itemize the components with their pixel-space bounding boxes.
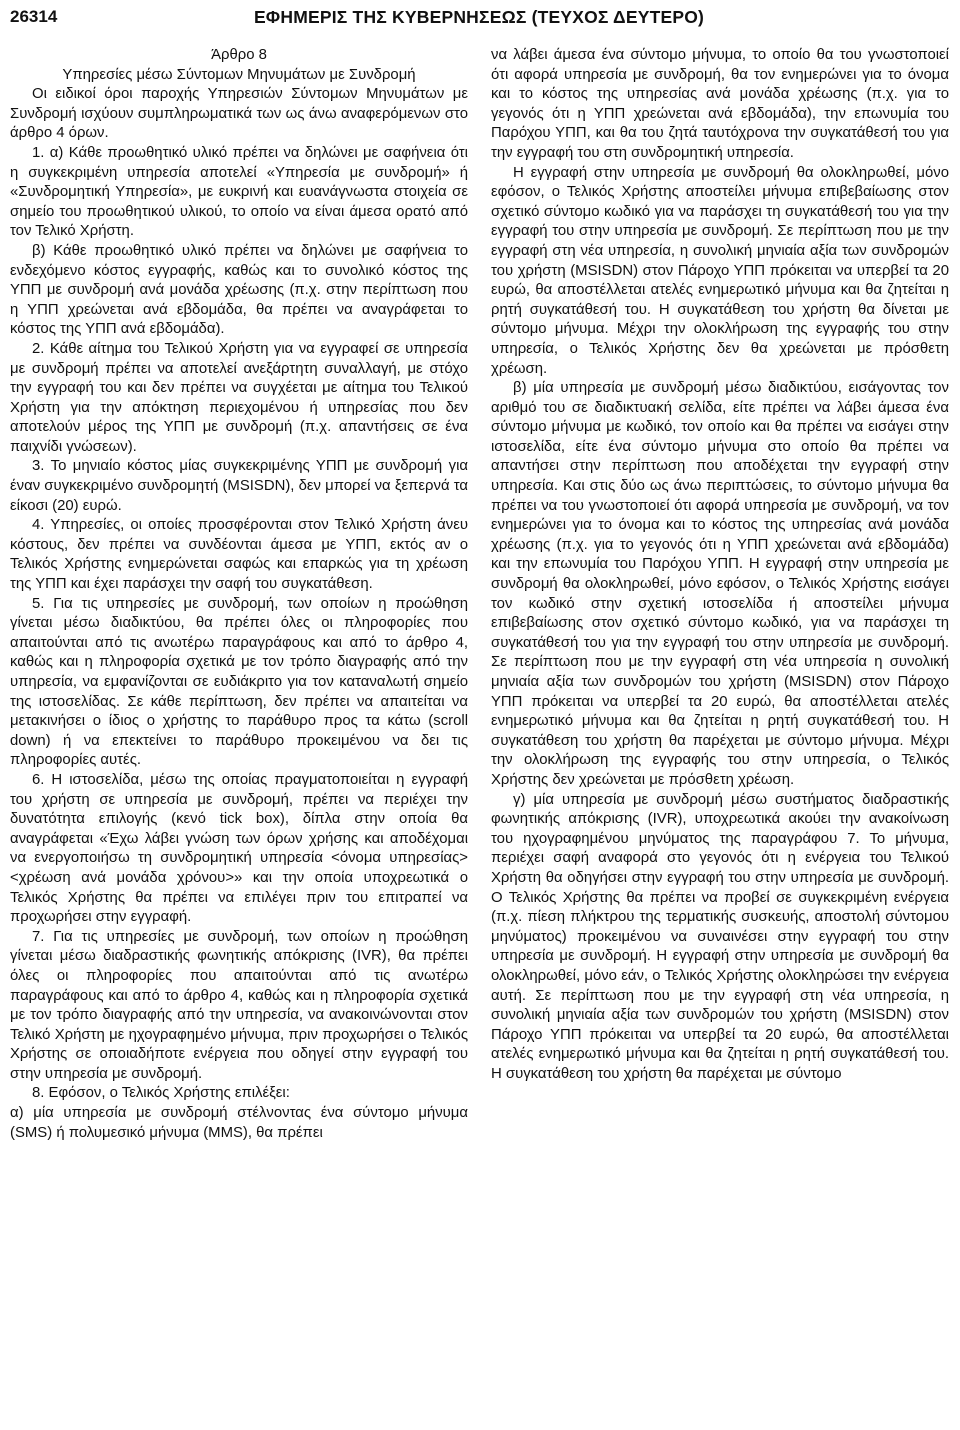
paragraph: β) μία υπηρεσία με συνδρομή μέσω διαδικτύου, εισάγοντας τον αριθμό του σε διαδικτυακή σελίδα, είτε πρέπει να λάβει άμεσα ένα σύντομο μήνυμα με κωδικό, τον οποίο και θα πρέπει να εισάγει στην ιστοσελίδα, είτε ένα σύντομο μήνυμα στο οποίο θα πρέπει να απαντήσει στην περίπτωση που αποδέχεται την εγγραφή στην υπηρεσία. Και στις δύο ως άνω περιπτώσεις, το σύντομο μήνυμα θα πρέπει να του γνωστοποιεί ότι αφορά υπηρεσία με συνδρομή, να τον ενημερώνει για το όνομα και το κόστος της υπηρεσίας ανά μονάδα χρέωσης (π.χ. για το γεγονός ότι η ΥΠΠ χρεώνεται ανά εβδομάδα) και την επωνυμία του Παρόχου ΥΠΠ. Η εγγραφή στην υπηρεσία με συνδρομή θα ολοκληρωθεί, μόνο εφόσον, ο Τελικός Χρήστης εισάγει τον κωδικό στην σχετική ιστοσελίδα ή αποστείλει μήνυμα επιβεβαίωσης στον σχετικό σύντομο κωδικό, για να παράσχει τη συγκατάθεσή του για την εγγραφή του στην υπηρεσία με συνδρομή. Σε περίπτωση που με την εγγραφή στη νέα υπηρεσία η συνολική μηνιαία αξία των συνδρομών του χρήστη (MSISDN) στον Πάροχο ΥΠΠ πρόκειται να υπερβεί τα 20 ευρώ, θα αποστέλλεται ατελές ενημερωτικό μήνυμα και θα ζητείται η ρητή συγκατάθεσή του. Η συγκατάθεση του χρήστη θα παρέχεται με σύντομο μήνυμα. Μέχρι την ολοκλήρωση της εγγραφής του στην υπηρεσία, ο Τελικός Χρήστης δεν χρεώνεται με πρόσθετη χρέωση. (491, 380, 949, 788)
right-column (491, 46, 949, 1084)
page-header (10, 2, 948, 32)
paragraph: β) Κάθε προωθητικό υλικό πρέπει να δηλώνει με σαφήνεια το ενδεχόμενο κόστος εγγραφής, καθώς και το συνολικό κόστος της ΥΠΠ με συνδρομή ανά μονάδα χρέωσης (π.χ. στην περίπτωση που η ΥΠΠ χρεώνεται ανά εβδομάδα, θα πρέπει να αναγράφεται το κόστος της ΥΠΠ ανά εβδομάδα). (10, 242, 468, 338)
article-number: Άρθρο 8 (211, 47, 267, 63)
paragraph: Η εγγραφή στην υπηρεσία με συνδρομή θα ολοκληρωθεί, μόνο εφόσον, ο Τελικός Χρήστης αποστείλει μήνυμα επιβεβαίωσης στον σχετικό σύντομο κωδικό για να παράσχει τη συγκατάθεσή του για την εγγραφή του στην υπηρεσία με συνδρομή. Σε περίπτωση που με την εγγραφή στη νέα υπηρεσία, η συνολική μηνιαία αξία των συνδρομών του χρήστη (MSISDN) στον Πάροχο ΥΠΠ πρόκειται να υπερβεί τα 20 ευρώ, θα αποστέλλεται ατελές ενημερωτικό μήνυμα και θα ζητείται η ρητή συγκατάθεσή του. Η συγκατάθεση του χρήστη θα δίνεται με σύντομο μήνυμα. Μέχρι την ολοκλήρωση της εγγραφής του στην υπηρεσία, ο Τελικός Χρήστης δεν θα χρεώνεται με πρόσθετη χρέωση. (491, 164, 949, 377)
paragraph: 4. Υπηρεσίες, οι οποίες προσφέρονται στον Τελικό Χρήστη άνευ κόστους, δεν πρέπει να συνδέονται άμεσα με ΥΠΠ, εκτός αν ο Τελικός Χρήστης ενημερώνεται σαφώς και επαρκώς για τη χρέωση της ΥΠΠ και έχει παράσχει την σαφή του συγκατάθεση. (10, 517, 468, 593)
paragraph: 7. Για τις υπηρεσίες με συνδρομή, των οποίων η προώθηση γίνεται μέσω διαδραστικής φωνητικής απόκρισης (IVR), θα πρέπει όλες οι πληροφορίες που απαιτούνται από τις ανωτέρω παραγράφους και από το άρθρο 4, καθώς και η πληροφορία σχετικά με τον τρόπο διαγραφής από την υπηρεσία, να ανακοινώνονται στον Τελικό Χρήστη με ηχογραφημένο μήνυμα, πριν προχωρήσει ο Τελικός Χρήστης σε οποιαδήποτε ενέργεια που οδηγεί στην εγγραφή του στην υπηρεσία με συνδρομή. (10, 928, 468, 1082)
paragraph: 8. Εφόσον, ο Τελικός Χρήστης επιλέξει: (32, 1085, 290, 1102)
left-column (10, 46, 468, 1143)
article-title: Υπηρεσίες μέσω Σύντομων Μηνυμάτων με Συνδρομή (62, 66, 416, 83)
gazette-title: ΕΦΗΜΕΡΙΣ ΤΗΣ ΚΥΒΕΡΝΗΣΕΩΣ (ΤΕΥΧΟΣ ΔΕΥΤΕΡΟ) (253, 6, 705, 27)
paragraph: 2. Κάθε αίτημα του Τελικού Χρήστη για να εγγραφεί σε υπηρεσία με συνδρομή πρέπει να αποτελεί ανεξάρτητη συναλλαγή, με στόχο την εγγραφή του και δεν πρέπει να συγχέεται με αίτημα του Τελικού Χρήστη για την απόκτηση περιεχομένου ή υπηρεσίας που δεν αποτελούν μέρος της ΥΠΠ με συνδρομή (π.χ. απαντήσεις σε ένα παιχνίδι γνώσεων). (10, 340, 468, 455)
page-number: 26314 (10, 7, 58, 26)
paragraph: α) μία υπηρεσία με συνδρομή στέλνοντας ένα σύντομο μήνυμα (SMS) ή πολυμεσικό μήνυμα (MMS), θα πρέπει (10, 1105, 468, 1141)
paragraph: να λάβει άμεσα ένα σύντομο μήνυμα, το οποίο θα του γνωστοποιεί ότι αφορά υπηρεσία με συνδρομή, θα τον ενημερώνει για το όνομα και το κόστος της υπηρεσίας ανά μονάδα χρέωσης (π.χ. για το γεγονός ότι η ΥΠΠ χρεώνεται ανά εβδομάδα), την επωνυμία του Παρόχου ΥΠΠ, και θα του ζητά ταυτόχρονα την συγκατάθεσή του για την εγγραφή του στη συνδρομητική υπηρεσία. (491, 47, 949, 161)
paragraph: γ) μία υπηρεσία με συνδρομή μέσω συστήματος διαδραστικής φωνητικής απόκρισης (IVR), υποχρεωτικά ακούει την ανακοίνωση του ηχογραφημένου μηνύματος της παραγράφου 7. Το μήνυμα, περιέχει σαφή αναφορά στο γεγονός ότι η ενέργεια του Τελικού Χρήστη θα οδηγήσει στην εγγραφή του στην υπηρεσία με συνδρομή. Ο Τελικός Χρήστης θα πρέπει να προβεί σε συγκεκριμένη ενέργεια (π.χ. πίεση πλήκτρου της τερματικής συσκευής, αποστολή σύντομου μηνύματος) προκειμένου να συναινέσει στην εγγραφή του στην υπηρεσία με συνδρομή. Η εγγραφή στην υπηρεσία με συνδρομή θα ολοκληρωθεί, μόνο εάν, ο Τελικός Χρήστης ολοκληρώσει την ενέργεια αυτή. Σε περίπτωση που με την εγγραφή στη νέα υπηρεσία, η συνολική μηνιαία αξία των συνδρομών του χρήστη (MSISDN) στον Πάροχο ΥΠΠ πρόκειται να υπερβεί τα 20 ευρώ, θα αποστέλλεται ατελές ενημερωτικό μήνυμα και θα ζητείται η ρητή συγκατάθεσή του. Η συγκατάθεση του χρήστη θα παρέχεται με σύντομο (491, 791, 949, 1082)
paragraph: 6. Η ιστοσελίδα, μέσω της οποίας πραγματοποιείται η εγγραφή του χρήστη σε υπηρεσία με συνδρομή, πρέπει να περιέχει την δυνατότητα επιλογής (κενό tick box), δίπλα στην οποία θα αναγράφεται «Έχω λάβει γνώση των όρων χρήσης και αποδέχομαι να ενεργοποιήσω τη συνδρομητική υπηρεσία <όνομα υπηρεσίας> <χρέωση ανά μονάδα χρόνου>» και την οποία υποχρεωτικά ο Τελικός Χρήστης θα πρέπει να επιλέγει πριν του επιτραπεί να προχωρήσει στην εγγραφή. (10, 771, 468, 926)
paragraph: 3. Το μηνιαίο κόστος μίας συγκεκριμένης ΥΠΠ με συνδρομή για έναν συγκεκριμένο συνδρομητή (MSISDN), δεν μπορεί να ξεπερνά τα είκοσι (20) ευρώ. (10, 458, 468, 514)
paragraph: 1. α) Κάθε προωθητικό υλικό πρέπει να δηλώνει με σαφήνεια ότι η συγκεκριμένη υπηρεσία αποτελεί «Υπηρεσία με συνδρομή» ή «Συνδρομητική Υπηρεσία», με ευκρινή και ευανάγνωστα στοιχεία σε σημείο του προωθητικού υλικού, το οποίο να είναι άμεσα ορατό από τον Τελικό Χρήστη. (10, 144, 468, 240)
paragraph: 5. Για τις υπηρεσίες με συνδρομή, των οποίων η προώθηση γίνεται μέσω διαδικτύου, θα πρέπει όλες οι πληροφορίες που απαιτούνται από τις ανωτέρω παραγράφους και από το άρθρο 4, καθώς και η πληροφορία σχετικά με τον τρόπο διαγραφής από την υπηρεσία, να εμφανίζονται σε ευδιάκριτο για τον καταναλωτή σημείο της ιστοσελίδας. Σε κάθε περίπτωση, δεν πρέπει να απαιτείται να μετακινήσει ο ίδιος ο χρήστης το παράθυρο προς τα κάτω (scroll down) ή να επεκτείνει το παράθυρο προκειμένου να δει τις πληροφορίες αυτές. (10, 595, 468, 769)
paragraph: Οι ειδικοί όροι παροχής Υπηρεσιών Σύντομων Μηνυμάτων με Συνδρομή ισχύουν συμπληρωματικά των ως άνω αναφερόμενων στο άρθρο 4 όρων. (10, 86, 468, 142)
